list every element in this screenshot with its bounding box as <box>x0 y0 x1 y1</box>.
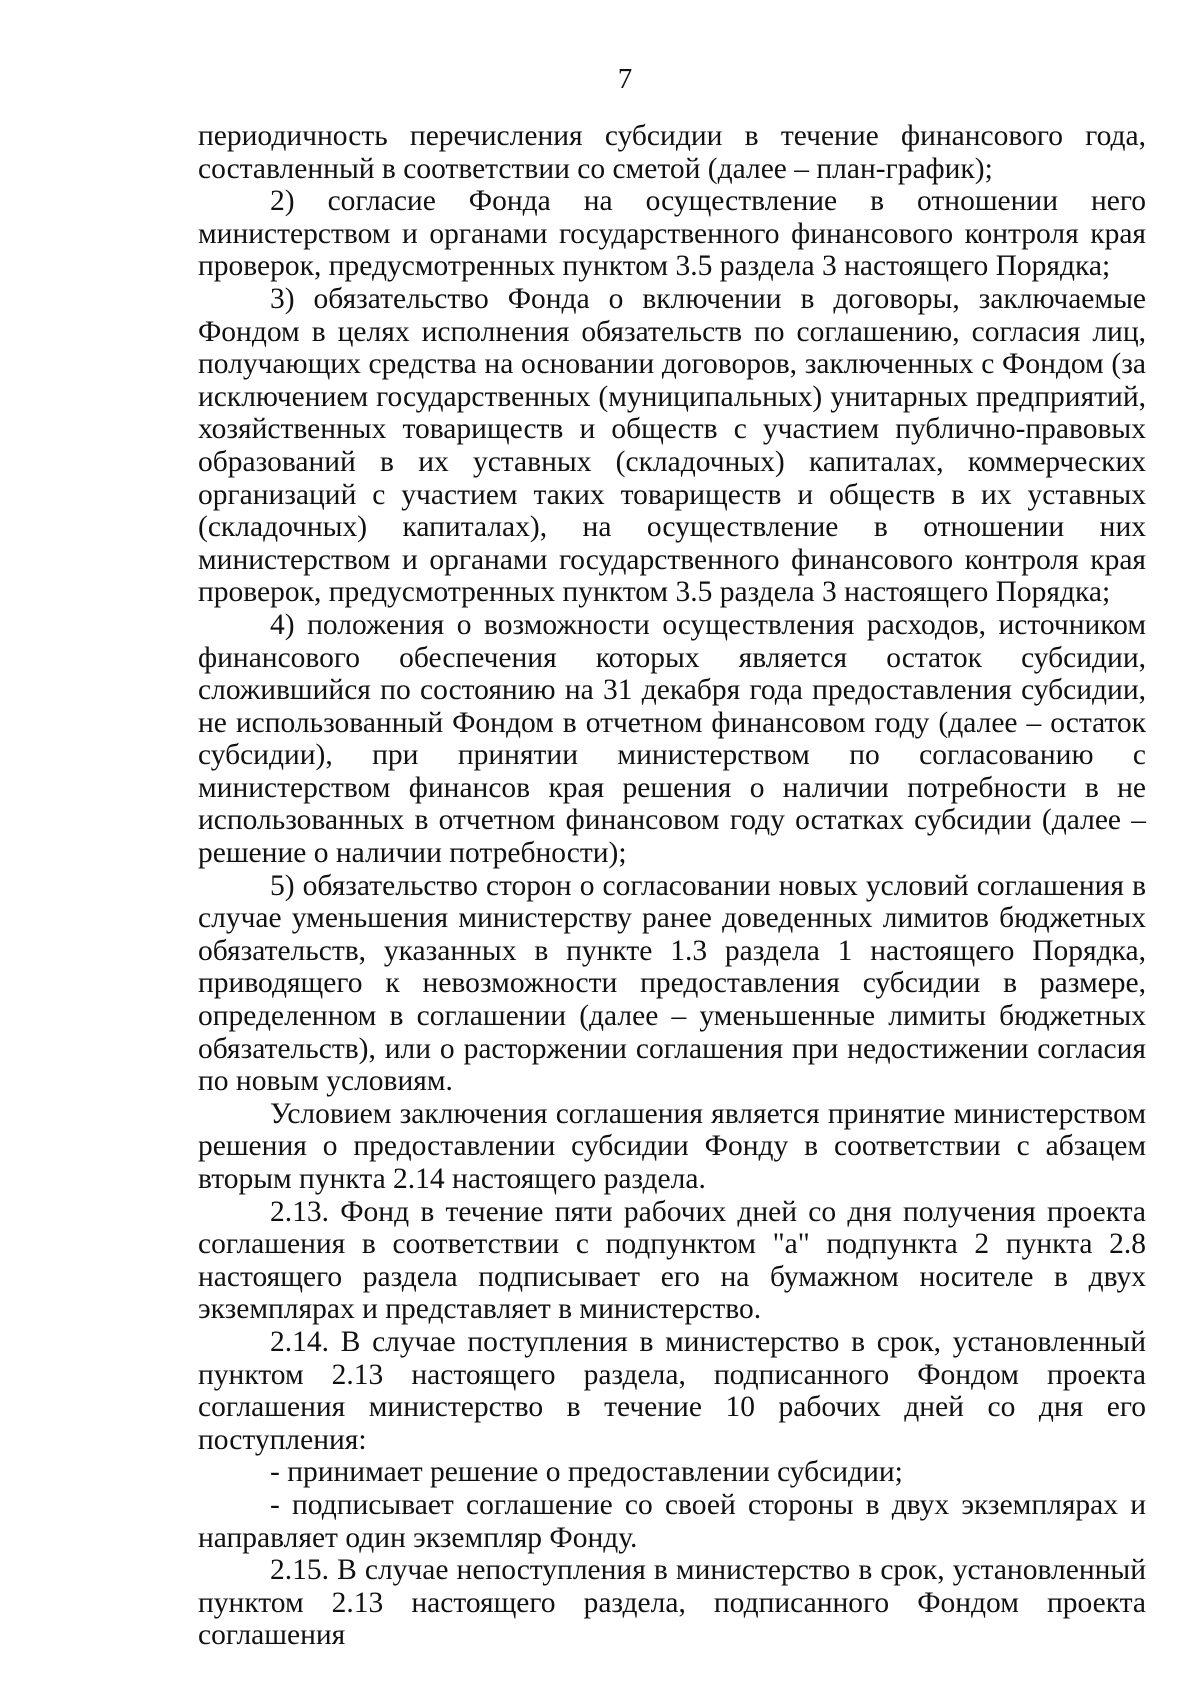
paragraph-item-2-consent-to-inspections: 2) согласие Фонда на осуществление в отношении него министерством и органами государственного финансового контроля края проверок, предусмотренных пунктом 3.5 раздела 3 настоящего Порядка; <box>198 185 1146 283</box>
paragraph-agreement-condition: Условием заключения соглашения является принятие министерством решения о предоставлении субсидии Фонду в соответствии с абзацем вторым пункта 2.14 настоящего раздела. <box>198 1097 1146 1195</box>
document-body <box>198 120 1146 1652</box>
paragraph-plan-graphic-continuation: периодичность перечисления субсидии в течение финансового года, составленный в соответствии со сметой (далее – план-график); <box>198 120 1146 185</box>
list-item-signing: - подписывает соглашение со своей стороны в двух экземплярах и направляет один экземпляр Фонду. <box>198 1488 1146 1554</box>
paragraph-item-4-subsidy-remainder: 4) положения о возможности осуществления расходов, источником финансового обеспечения которых является остаток субсидии, сложившийся по состоянию на 31 декабря года предоставления субсидии, не использованный Фондом в отчетном финансовом году (далее – остаток субсидии), при принятии министерством по согласованию с министерством финансов края решения о наличии потребности в не использованных в отчетном финансовом году остатках субсидии (далее – решение о наличии потребности); <box>198 608 1146 870</box>
paragraph-clause-2-14: 2.14. В случае поступления в министерство в срок, установленный пунктом 2.13 настоящего раздела, подписанного Фондом проекта соглашения министерство в течение 10 рабочих дней со дня его поступления: <box>198 1325 1146 1456</box>
page-number: 7 <box>617 63 633 95</box>
list-item-decision: - принимает решение о предоставлении субсидии; <box>270 1456 903 1489</box>
paragraph-item-5-new-conditions: 5) обязательство сторон о согласовании новых условий соглашения в случае уменьшения министерству ранее доведенных лимитов бюджетных обязательств, указанных в пункте 1.3 раздела 1 настоящего Порядка, приводящего к невозможности предоставления субсидии в размере, определенном в соглашении (далее – уменьшенные лимиты бюджетных обязательств), или о расторжении соглашения при недостижении согласия по новым условиям. <box>198 869 1146 1098</box>
paragraph-clause-2-15: 2.15. В случае непоступления в министерство в срок, установленный пунктом 2.13 настоящего раздела, подписанного Фондом проекта соглашения <box>198 1554 1146 1652</box>
paragraph-clause-2-13: 2.13. Фонд в течение пяти рабочих дней со дня получения проекта соглашения в соответствии с подпунктом "а" подпункта 2 пункта 2.8 настоящего раздела подписывает его на бумажном носителе в двух экземплярах и представляет в министерство. <box>198 1195 1146 1326</box>
paragraph-item-3-contract-obligation: 3) обязательство Фонда о включении в договоры, заключаемые Фондом в целях исполнения обязательств по соглашению, согласия лиц, получающих средства на основании договоров, заключенных с Фондом (за исключением государственных (муниципальных) унитарных предприятий, хозяйственных товариществ и обществ с участием публично-правовых образований в их уставных (складочных) капиталах, коммерческих организаций с участием таких товариществ и обществ в их уставных (складочных) капиталах), на осуществление в отношении них министерством и органами государственного финансового контроля края проверок, предусмотренных пунктом 3.5 раздела 3 настоящего Порядка; <box>198 282 1146 609</box>
